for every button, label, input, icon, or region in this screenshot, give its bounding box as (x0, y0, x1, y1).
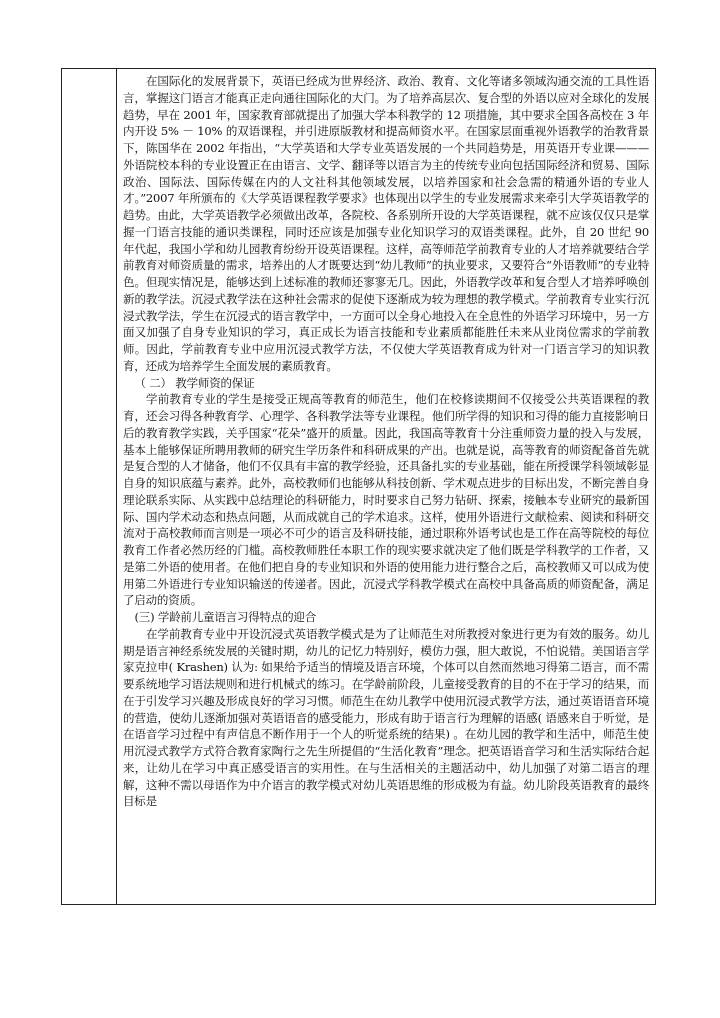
left-column-cell (62, 69, 117, 904)
section-heading-child-language: (三) 学龄前儿童语言习得特点的迎合 (134, 610, 317, 624)
paragraph-teaching-staff: 学前教育专业的学生是接受正规高等教育的师范生，他们在校修读期间不仅接受公共英语课程的教育，还会习得各种教育学、心理学、各科教学法等专业课程。他们所学得的知识和习得的能力直接影响日后的教育教学实践，关乎国家“花朵”盛开的质量。因此，我国高等教育十分注重师资力量的投入与发展，基本上能够保证所聘用教师的研究生学历条件和科研成果的产出。也就是说，高等教育的师资配备首先就是复合型的人才储备，他们不仅具有丰富的教学经验，还具备扎实的专业基础，能在所授课学科领域彰显自身的知识底蕴与素养。此外，高校教师们也能够从科技创新、学术观点进步的目标出发，不断完善自身理论联系实际、从实践中总结理论的科研能力，时时要求自己努力钻研、探索，接触本专业研究的最新国际、国内学术动态和热点问题，从而成就自己的学术追求。这样，使用外语进行文献检索、阅读和科研交流对于高校教师而言则是一项必不可少的语言及科研技能，通过职称外语考试也是工作在高等院校的每位教育工作者必然历经的门槛。高校教师胜任本职工作的现实要求就决定了他们既是学科教学的工作者，又是第二外语的使用者。在他们把自身的专业知识和外语的使用能力进行整合之后，高校教师又可以成为使用第二外语进行专业知识输送的传递者。因此，沉浸式学科教学模式在高校中具备高质的师资配备，满足了启动的资质。 (123, 392, 649, 608)
paragraph-child-language: 在学前教育专业中开设沉浸式英语教学模式是为了让师范生对所教授对象进行更为有效的服务。幼儿期是语言神经系统发展的关键时期，幼儿的记忆力特别好，模仿力强，胆大敢说，不怕说错。美国语言学家克拉申( Krashen) 认为: 如果给予适当的情境及语言环境，个体可以自然而然地习得第二语言，而不需要系统地学习语法规则和进行机械式的练习。在学龄前阶段，儿童接受教育的目的不在于学习的结果，而在于引发学习兴趣及形成良好的学习习惯。师范生在幼儿教学中使用沉浸式教学方法，通过英语语音环境的营造，使幼儿逐渐加强对英语语音的感受能力，形成有助于语言行为理解的语感( 语感来自于听觉，是在语音学习过程中有声信息不断作用于一个人的听觉系统的结果) 。在幼儿园的教学和生活中，师范生使用沉浸式教学方式符合教育家陶行之先生所提倡的“生活化教育”理念。把英语语音学习和生活实际结合起来，让幼儿在学习中真正感受语言的实用性。在与生活相关的主题活动中，幼儿加强了对第二语言的理解，这种不需以母语作为中介语言的教学模式对幼儿英语思维的形成极为有益。幼儿阶段英语教育的最终目标是 (123, 626, 649, 809)
paragraph-intro: 在国际化的发展背景下，英语已经成为世界经济、政治、教育、文化等诸多领域沟通交流的工具性语言，掌握这门语言才能真正走向通往国际化的大门。为了培养高层次、复合型的外语以应对全球化的发展趋势，早在 2001 年，国家教育部就提出了加强大学本科教学的 12 项措施，其中要求全国各高校在 3 年内开设 5% － 10% 的双语课程，并引进原版教材和提高师资水平。在国家层面重视外语教学的治教背景下，陈国华在 2002 年指出，“大学英语和大学专业英语发展的一个共同趋势是，用英语开专业课———外语院校本科的专业设置正在由语言、文学、翻译等以语言为主的传统专业向包括国际经济和贸易、国际政治、国际法、国际传媒在内的人文社科其他领域发展，以培养国家和社会急需的精通外语的专业人才。”2007 年所颁布的《大学英语课程教学要求》也体现出以学生的专业发展需求来牵引大学英语教学的趋势。由此，大学英语教学必须做出改革，各院校、各系别所开设的大学英语课程，就不应该仅仅只是掌握一门语言技能的通识类课程，同时还应该是加强专业化知识学习的双语类课程。此外，自 20 世纪 90 年代起，我国小学和幼儿园教育纷纷开设英语课程。这样，高等师范学前教育专业的人才培养就要结合学前教育对师资质量的需求，培养出的人才既要达到“幼儿教师”的执业要求，又要符合“外语教师”的专业特色。但现实情况是，能够达到上述标准的教师还寥寥无几。因此，外语教学改革和复合型人才培养呼唤创新的教学法。沉浸式教学法在这种社会需求的促使下逐渐成为较为理想的教学模式。学前教育专业实行沉浸式教学法，学生在沉浸式的语言教学中，一方面可以全身心地投入在全息性的外语学习环境中，另一方面又加强了自身专业知识的学习，真正成长为语言技能和专业素质都能胜任未来从业岗位需求的学前教师。因此，学前教育专业中应用沉浸式教学方法，不仅使大学英语教育成为针对一门语言学习的知识教育，还成为培养学生全面发展的素质教育。 (123, 74, 649, 373)
document-table (61, 68, 656, 905)
section-heading-teaching-staff: （ 二） 教学师资的保证 (134, 375, 255, 390)
body-text-cell (123, 73, 649, 904)
